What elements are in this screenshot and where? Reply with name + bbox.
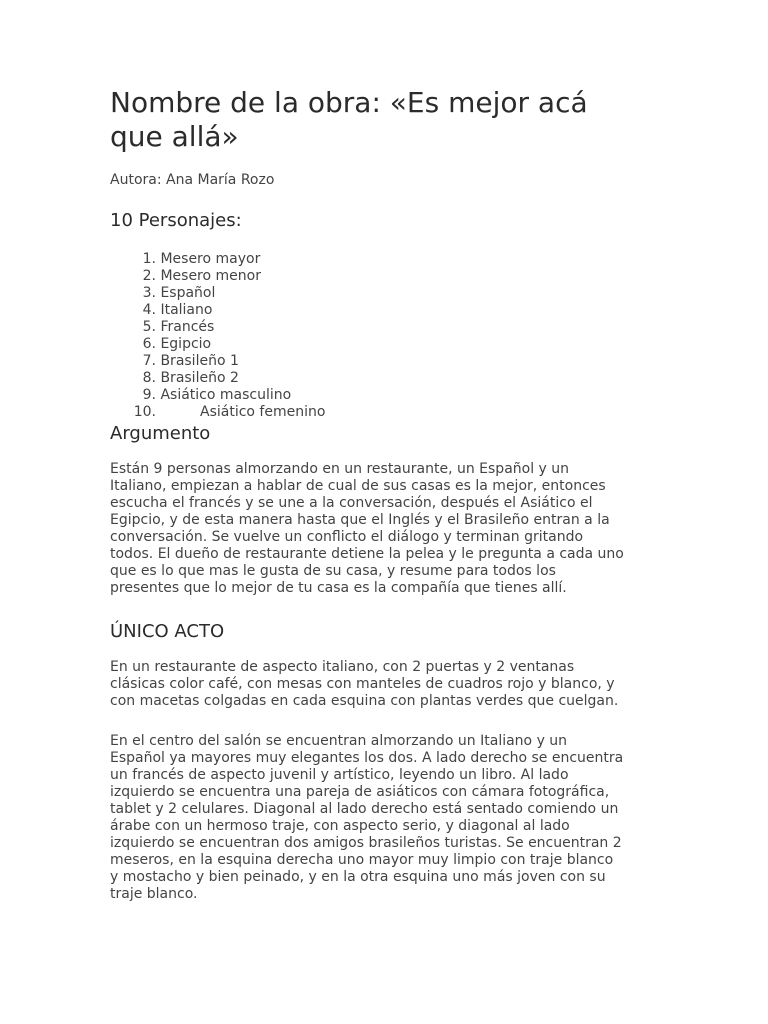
argument-paragraph <box>110 461 670 597</box>
text-line: que es lo que mas le gusta de su casa, y resume para todos los <box>110 563 556 579</box>
text-line: Italiano, empiezan a hablar de cual de sus casas es la mejor, entonces <box>110 478 606 494</box>
text-line: clásicas color café, con mesas con manteles de cuadros rojo y blanco, y <box>110 676 615 692</box>
list-item-name: Italiano <box>160 302 213 318</box>
list-item-name: Asiático femenino <box>200 404 326 420</box>
text-line: izquierdo se encuentra una pareja de asiáticos con cámara fotográfica, <box>110 784 610 800</box>
list-item-number: 8. <box>142 370 156 386</box>
text-line: En el centro del salón se encuentran almorzando un Italiano y un <box>110 733 568 749</box>
list-item-number: 6. <box>142 336 156 352</box>
list-item <box>132 285 325 302</box>
list-item-number: 10. <box>133 404 156 420</box>
text-line: tablet y 2 celulares. Diagonal al lado derecho está sentado comiendo un <box>110 801 619 817</box>
text-line: Están 9 personas almorzando en un restaurante, un Español y un <box>110 461 570 477</box>
text-line: con macetas colgadas en cada esquina con plantas verdes que cuelgan. <box>110 693 619 709</box>
characters-heading: 10 Personajes: <box>110 210 242 231</box>
text-line: traje blanco. <box>110 886 198 902</box>
text-line: todos. El dueño de restaurante detiene la pelea y le pregunta a cada uno <box>110 546 624 562</box>
text-line: Egipcio, y de esta manera hasta que el Inglés y el Brasileño entran a la <box>110 512 610 528</box>
list-item-number: 5. <box>142 319 156 335</box>
text-line: meseros, en la esquina derecha uno mayor muy limpio con traje blanco <box>110 852 614 868</box>
text-line: En un restaurante de aspecto italiano, con 2 puertas y 2 ventanas <box>110 659 575 675</box>
text-line: presentes que lo mejor de tu casa es la compañía que tienes allí. <box>110 580 567 596</box>
list-item <box>132 302 325 319</box>
characters-list <box>132 251 325 421</box>
list-item-name: Asiático masculino <box>160 387 292 403</box>
text-line: conversación. Se vuelve un conflicto el diálogo y terminan gritando <box>110 529 584 545</box>
list-item-number: 2. <box>142 268 156 284</box>
title-line-1: Nombre de la obra: «Es mejor acá <box>110 86 588 119</box>
list-item <box>132 404 325 421</box>
list-item-name: Francés <box>160 319 215 335</box>
text-line: y mostacho y bien peinado, y en la otra esquina uno más joven con su <box>110 869 606 885</box>
list-item-name: Brasileño 1 <box>160 353 239 369</box>
list-item-name: Mesero mayor <box>160 251 261 267</box>
list-item <box>132 353 325 370</box>
list-item-number: 1. <box>142 251 156 267</box>
title-line-2: que allá» <box>110 120 239 153</box>
list-item <box>132 370 325 387</box>
text-line: escucha el francés y se une a la conversación, después el Asiático el <box>110 495 593 511</box>
list-item-number: 4. <box>142 302 156 318</box>
act-paragraph-1 <box>110 659 670 710</box>
argument-heading: Argumento <box>110 423 211 444</box>
text-line: Español ya mayores muy elegantes los dos. A lado derecho se encuentra <box>110 750 624 766</box>
page-title <box>110 86 670 154</box>
text-line: árabe con un hermoso traje, con aspecto serio, y diagonal al lado <box>110 818 570 834</box>
list-item <box>132 319 325 336</box>
list-item-name: Egipcio <box>160 336 212 352</box>
list-item <box>132 336 325 353</box>
text-line: izquierdo se encuentran dos amigos brasileños turistas. Se encuentran 2 <box>110 835 622 851</box>
list-item <box>132 268 325 285</box>
list-item-number: 9. <box>142 387 156 403</box>
list-item-name: Brasileño 2 <box>160 370 239 386</box>
list-item-name: Mesero menor <box>160 268 261 284</box>
list-item <box>132 387 325 404</box>
list-item-name: Español <box>160 285 216 301</box>
author-line: Autora: Ana María Rozo <box>110 172 275 188</box>
list-item-number: 3. <box>142 285 156 301</box>
list-item <box>132 251 325 268</box>
act-paragraph-2 <box>110 733 670 903</box>
text-line: un francés de aspecto juvenil y artístico, leyendo un libro. Al lado <box>110 767 569 783</box>
act-heading: ÚNICO ACTO <box>110 621 225 642</box>
list-item-number: 7. <box>142 353 156 369</box>
